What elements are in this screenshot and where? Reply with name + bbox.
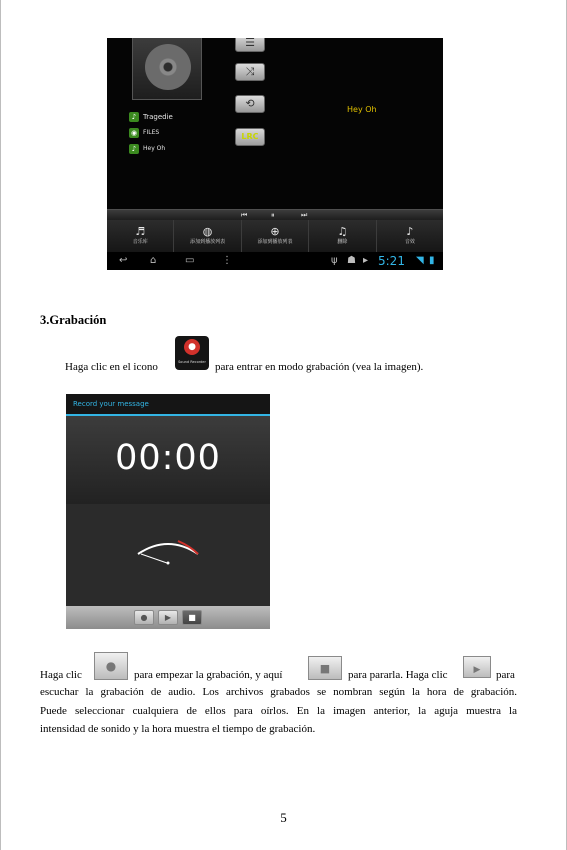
wifi-icon: ◥: [416, 255, 424, 266]
track-item[interactable]: [129, 142, 165, 155]
para-text-d: para: [496, 669, 515, 681]
music-note-icon: ♪: [129, 144, 139, 154]
record-button[interactable]: ●: [134, 610, 154, 625]
section-heading: 3.Grabación: [40, 313, 107, 327]
play-button[interactable]: ▶: [158, 610, 178, 625]
disc-icon: [145, 44, 191, 90]
menu-item-effects[interactable]: ♪ 音效: [377, 220, 443, 252]
track-label: FILES: [143, 129, 160, 136]
intro-text-after: para entrar en modo grabación (vea la imagen).: [215, 361, 424, 373]
library-icon: ♬: [135, 225, 146, 238]
stop-button-image: [308, 656, 342, 680]
vu-meter: [66, 504, 270, 606]
menu-item-add-playlist-2[interactable]: ⊕ 添加到播放列表: [242, 220, 309, 252]
play-status-icon: ▸: [363, 255, 369, 266]
app-icon-caption: Sound Recorder: [178, 360, 206, 364]
para-line-3: Puede seleccionar cualquiera de ellos para oírlos. En la imagen anterior, la aguja muestra la: [40, 705, 517, 717]
stop-button[interactable]: ■: [182, 610, 202, 625]
pause-icon[interactable]: ⏸: [271, 211, 275, 219]
para-text-c: para pararla. Haga clic: [348, 669, 448, 681]
player-menu-bar: [107, 220, 443, 252]
record-icon: ●: [105, 659, 117, 673]
music-player-screenshot: [107, 38, 443, 270]
menu-item-library[interactable]: ♬ 音乐库: [107, 220, 174, 252]
lrc-button[interactable]: LRC: [235, 128, 265, 146]
track-item[interactable]: [129, 111, 173, 124]
para-line-4: intensidad de sonido y la hora muestra el tiempo de grabación.: [40, 723, 316, 735]
previous-icon[interactable]: ⏮: [241, 211, 248, 219]
now-playing-lyrics: Hey Oh: [347, 105, 377, 114]
usb-icon: ψ: [331, 255, 338, 266]
page-number: 5: [280, 810, 287, 825]
track-label: Hey Oh: [143, 145, 166, 152]
menu-dots-icon[interactable]: ⋮: [222, 255, 232, 266]
globe-icon: ◍: [202, 225, 213, 238]
music-note-icon: ♪: [129, 112, 139, 122]
album-art: [132, 38, 202, 100]
sound-recorder-app-icon[interactable]: [175, 336, 209, 370]
next-icon[interactable]: ⏭: [301, 211, 308, 219]
track-label: Tragedie: [143, 113, 173, 121]
microphone-icon: ●: [184, 339, 200, 355]
delete-icon: ♫: [337, 225, 348, 238]
repeat-icon[interactable]: ⟲: [235, 95, 265, 113]
folder-icon: ◉: [130, 128, 138, 137]
back-icon[interactable]: ↩: [119, 255, 128, 266]
menu-item-delete[interactable]: ♫ 删除: [309, 220, 376, 252]
recorder-controls: [66, 606, 270, 629]
para-text-a: Haga clic: [40, 669, 82, 681]
battery-icon: ▮: [429, 255, 435, 266]
para-line-2: escuchar la grabación de audio. Los archivos grabados se nombran según la hora de grabación.: [40, 686, 517, 698]
recent-apps-icon[interactable]: ▭: [185, 255, 195, 266]
android-icon: ☗: [347, 255, 356, 266]
menu-item-add-playlist[interactable]: ◍ 添加到播放列表: [174, 220, 241, 252]
intro-text-before: Haga clic en el icono: [65, 361, 158, 373]
recorder-title: Record your message: [66, 394, 270, 416]
stop-icon: ■: [319, 662, 331, 675]
track-item[interactable]: [129, 126, 159, 139]
list-icon[interactable]: ☰: [235, 38, 265, 52]
vu-meter-needle-icon: [66, 504, 270, 606]
play-button-image: [463, 656, 491, 678]
para-text-b: para empezar la grabación, y aquí: [134, 669, 283, 681]
add-icon: ⊕: [270, 225, 280, 238]
equalizer-icon: ♪: [406, 225, 414, 238]
record-button-image: [94, 652, 128, 680]
android-nav-bar: [107, 252, 443, 270]
home-icon[interactable]: ⌂: [150, 255, 157, 266]
recorder-screenshot: [66, 394, 270, 629]
play-icon: ▶: [473, 665, 481, 675]
recording-timer: 00:00: [115, 438, 221, 478]
status-clock: 5:21: [378, 254, 405, 268]
shuffle-icon[interactable]: ⤨: [235, 63, 265, 81]
